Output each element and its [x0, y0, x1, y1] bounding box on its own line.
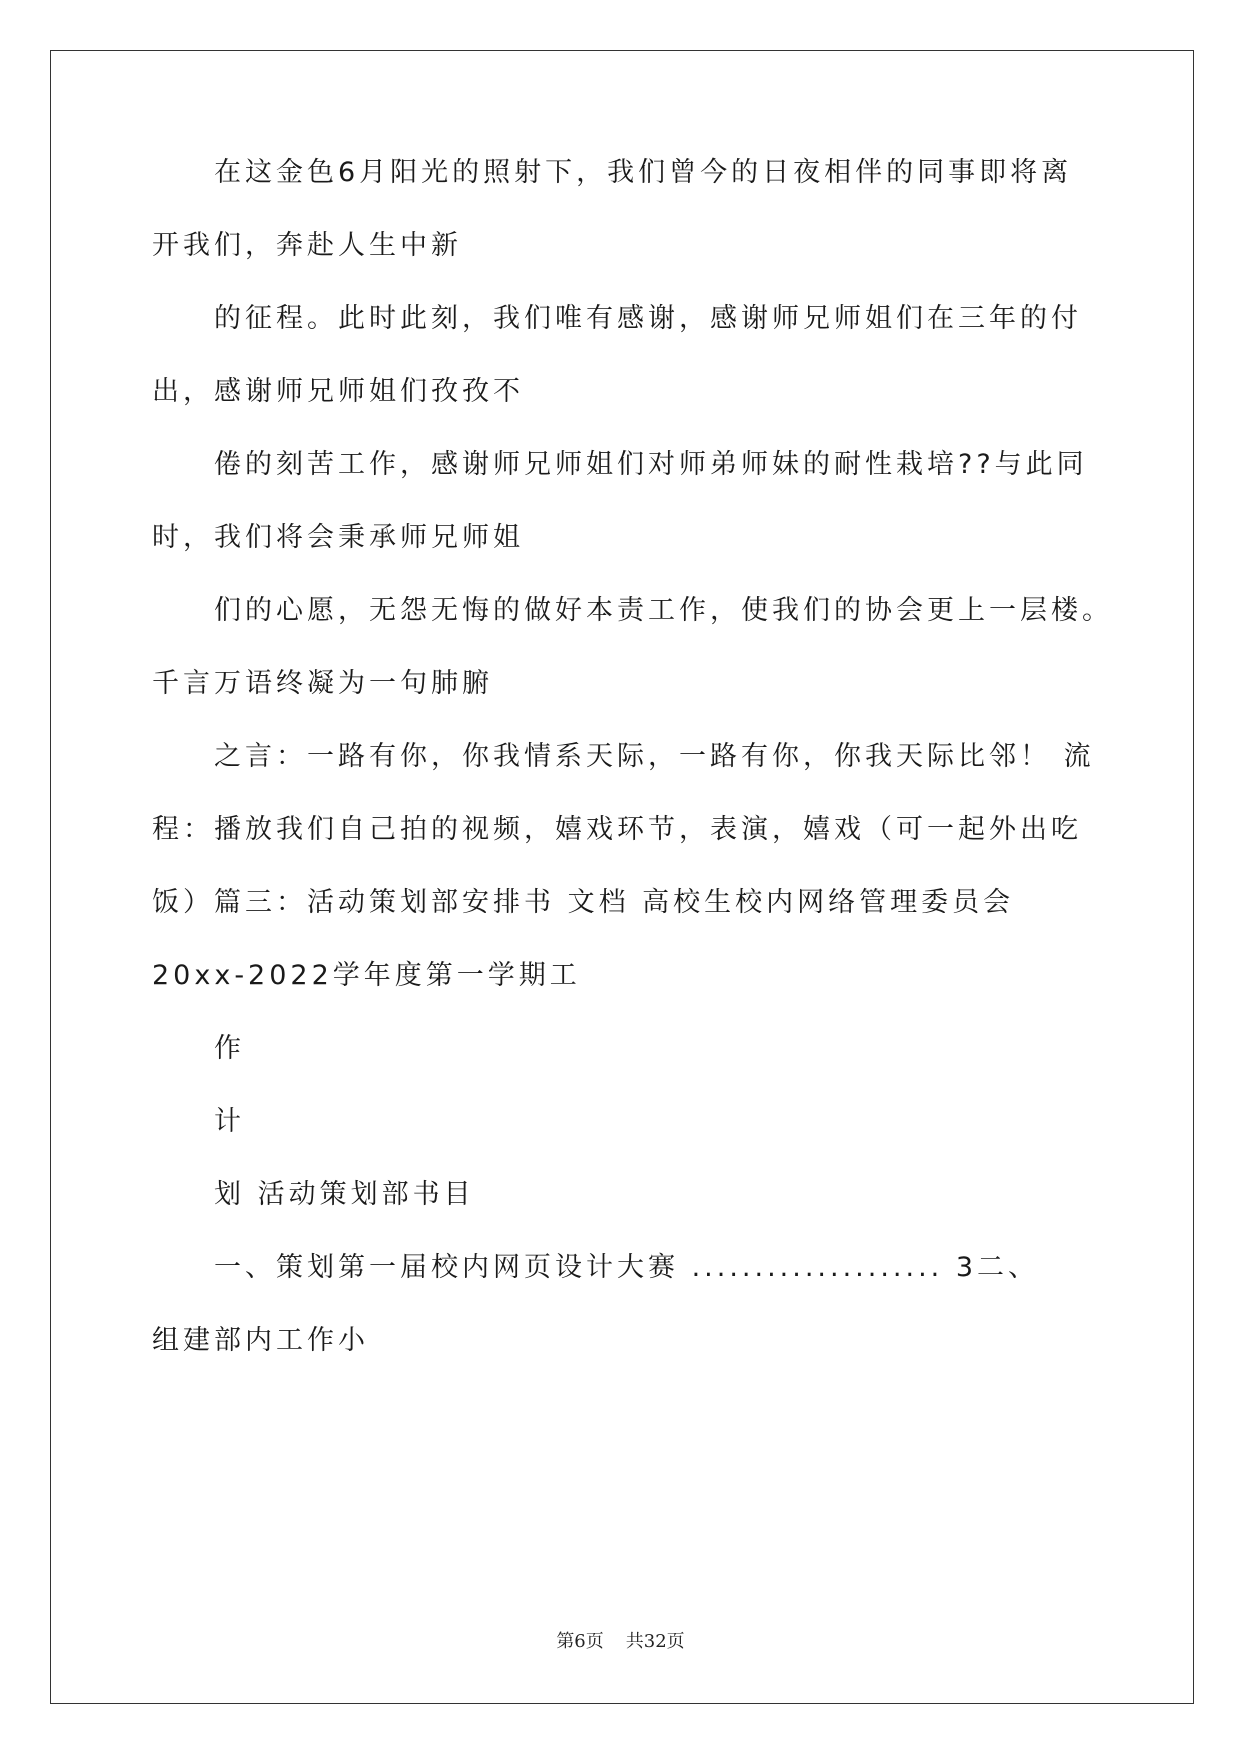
body-line: 组建部内工作小 [152, 1325, 369, 1356]
body-line: 一、策划第一届校内网页设计大赛 .................... 3二、 [214, 1252, 1039, 1283]
body-line: 倦的刻苦工作，感谢师兄师姐们对师弟师妹的耐性栽培??与此同 [214, 449, 1088, 480]
body-line: 出，感谢师兄师姐们孜孜不 [152, 376, 524, 407]
body-line: 千言万语终凝为一句肺腑 [152, 668, 493, 699]
body-line: 开我们，奔赴人生中新 [152, 230, 462, 261]
body-line: 计 [214, 1106, 245, 1137]
body-line: 时，我们将会秉承师兄师姐 [152, 522, 524, 553]
body-line: 20xx-2022学年度第一学期工 [152, 960, 581, 991]
body-line: 程：播放我们自己拍的视频，嬉戏环节，表演，嬉戏（可一起外出吃 [152, 814, 1082, 845]
body-line: 划 活动策划部书目 [214, 1179, 475, 1210]
page-total: 共32页 [625, 1631, 685, 1652]
page-number: 第6页 [556, 1631, 604, 1652]
body-line: 作 [214, 1033, 245, 1064]
body-line: 饭）篇三：活动策划部安排书 文档 高校生校内网络管理委员会 [152, 887, 1015, 918]
body-line: 之言：一路有你，你我情系天际，一路有你，你我天际比邻！ 流 [214, 741, 1095, 772]
page-border [50, 50, 1194, 1704]
page-footer [0, 1631, 1241, 1653]
body-line: 们的心愿，无怨无悔的做好本责工作，使我们的协会更上一层楼。 [214, 595, 1113, 626]
body-line: 在这金色6月阳光的照射下，我们曾今的日夜相伴的同事即将离 [214, 157, 1073, 188]
body-line: 的征程。此时此刻，我们唯有感谢，感谢师兄师姐们在三年的付 [214, 303, 1082, 334]
